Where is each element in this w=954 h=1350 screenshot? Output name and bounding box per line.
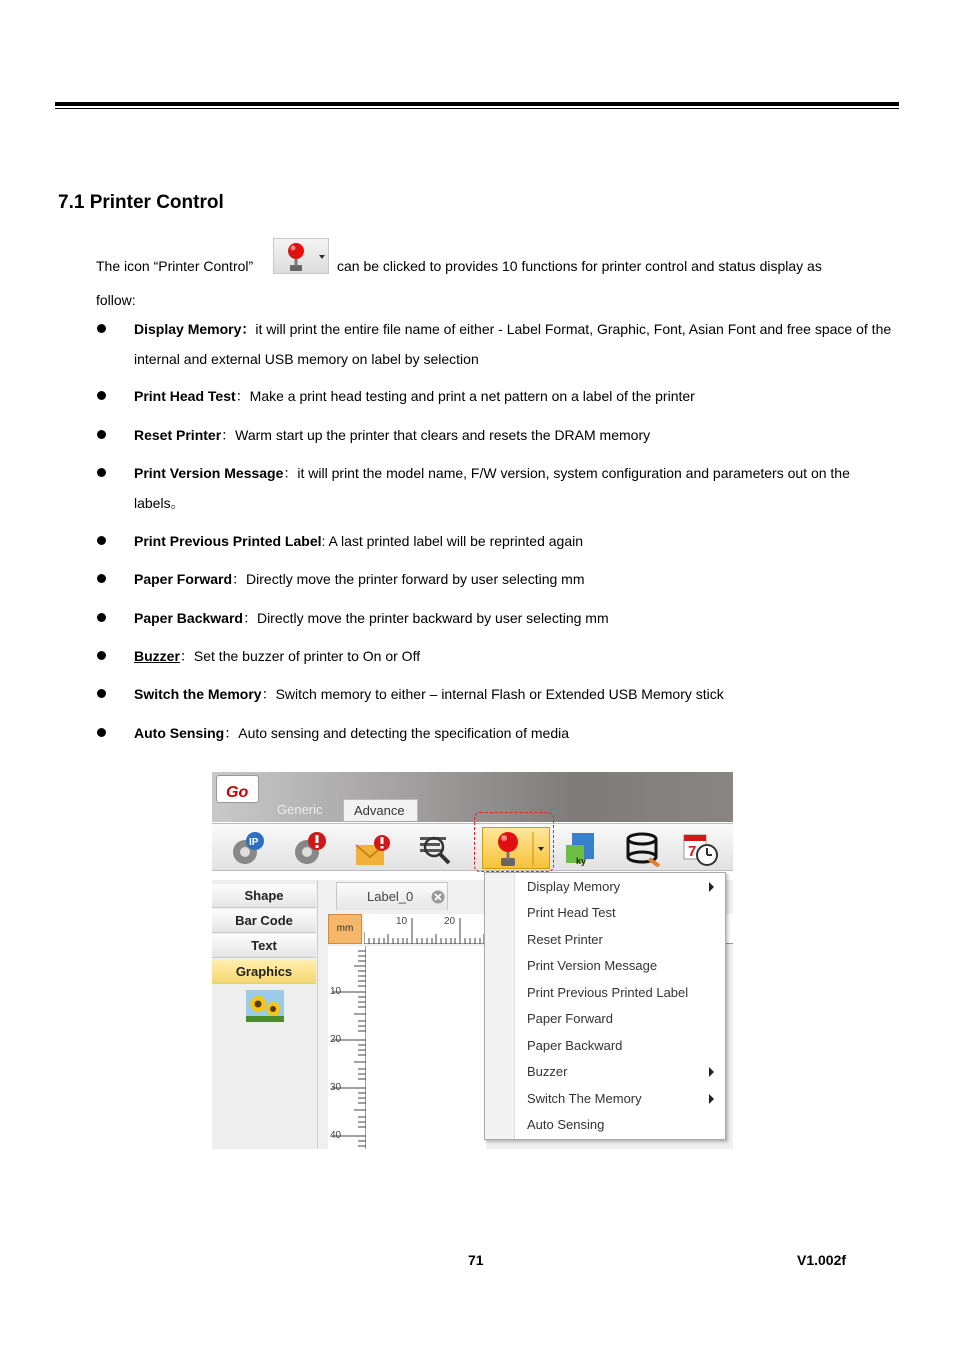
submenu-arrow-icon [709, 1094, 714, 1104]
panel-item-shape[interactable]: Shape [212, 884, 316, 908]
bullet-auto-sensing: Auto Sensing：Auto sensing and detecting the specification of media [134, 725, 570, 741]
label-tab[interactable] [336, 882, 448, 910]
menu-gutter [485, 873, 515, 1139]
bullet-dot [97, 613, 106, 622]
intro-text-before: The icon “Printer Control” [96, 258, 254, 274]
label-tab-name: Label_0 [367, 889, 414, 904]
menu-item-paper-forward[interactable]: Paper Forward [527, 1011, 613, 1026]
bullet-dot [97, 391, 106, 400]
joystick-icon [483, 828, 551, 870]
bullet-dot [97, 651, 106, 660]
bullet-print-previous-label: Print Previous Printed Label: A last printed label will be reprinted again [134, 533, 583, 549]
ruler-v-label: 40 [330, 1130, 342, 1141]
database-search-icon[interactable] [625, 831, 663, 867]
menu-item-buzzer[interactable]: Buzzer [527, 1064, 568, 1079]
menu-item-print-previous-label[interactable]: Print Previous Printed Label [527, 985, 689, 1000]
bullet-dot [97, 468, 106, 477]
svg-text:7: 7 [688, 843, 697, 860]
object-panel [212, 880, 318, 1149]
bullet-dot [97, 324, 106, 333]
app-logo-text: Go [226, 784, 249, 801]
page-number: 71 [468, 1252, 484, 1268]
panel-item-text[interactable]: Text [212, 934, 316, 958]
panel-item-bar-code[interactable]: Bar Code [212, 909, 316, 933]
printer-control-menu [484, 872, 726, 1140]
intro-text-after: can be clicked to provides 10 functions for printer control and status display as [337, 258, 822, 274]
bullet-dot [97, 430, 106, 439]
bullet-display-memory: Display Memory：it will print the entire file name of either - Label Format, Graphic, Font, Asian Font and free space of the internal and external USB memory on label by selection [134, 321, 892, 367]
ruler-v-label: 30 [330, 1082, 342, 1093]
bullet-dot [97, 728, 106, 737]
svg-text:ky: ky [576, 856, 587, 866]
menu-item-display-memory[interactable]: Display Memory [527, 879, 621, 894]
printer-control-button[interactable] [482, 827, 550, 869]
panel-item-graphics[interactable]: Graphics [212, 960, 316, 984]
close-tab-icon[interactable] [431, 890, 445, 904]
tab-advance[interactable]: Advance [343, 799, 418, 821]
bullet-print-version-message: Print Version Message：it will print the model name, F/W version, system configuration and parameters out on the labels。 [134, 465, 850, 511]
menu-item-paper-backward[interactable]: Paper Backward [527, 1038, 623, 1053]
sunflower-image-icon[interactable] [246, 990, 284, 1022]
app-title-area [212, 772, 733, 822]
intro-text-follow: follow: [96, 292, 136, 308]
submenu-arrow-icon [709, 882, 714, 892]
vertical-ruler [328, 946, 366, 1149]
ip-settings-icon[interactable] [228, 831, 266, 867]
printer-control-icon [273, 238, 329, 274]
bullet-buzzer: Buzzer：Set the buzzer of printer to On or Off [134, 648, 421, 664]
bullet-reset-printer: Reset Printer：Warm start up the printer that clears and resets the DRAM memory [134, 427, 651, 443]
advance-toolbar [212, 823, 733, 871]
ruler-h-label: 10 [396, 916, 408, 927]
menu-item-auto-sensing[interactable]: Auto Sensing [527, 1117, 605, 1132]
ruler-v-label: 20 [330, 1034, 342, 1045]
calendar-clock-icon[interactable] [682, 831, 720, 867]
svg-text:IP: IP [249, 837, 259, 848]
header-rule-thin [55, 108, 899, 109]
menu-item-print-version-message[interactable]: Print Version Message [527, 958, 658, 973]
bullet-paper-backward: Paper Backward：Directly move the printer backward by user selecting mm [134, 610, 609, 626]
header-rule-thick [55, 102, 899, 106]
label-canvas[interactable] [366, 946, 486, 1149]
bullet-paper-forward: Paper Forward：Directly move the printer forward by user selecting mm [134, 571, 585, 587]
ruler-v-ticks [328, 946, 366, 1149]
bullet-dot [97, 689, 106, 698]
menu-item-reset-printer[interactable]: Reset Printer [527, 932, 603, 947]
section-title: 7.1 Printer Control [58, 192, 224, 213]
ruler-h-label: 20 [444, 916, 456, 927]
app-logo[interactable] [216, 775, 259, 803]
keyboard-input-icon[interactable] [564, 831, 602, 867]
search-list-icon[interactable] [416, 831, 454, 867]
bullet-print-head-test: Print Head Test：Make a print head testing and print a net pattern on a label of the printer [134, 388, 695, 404]
mail-alert-icon[interactable] [354, 831, 392, 867]
unit-selector[interactable]: mm [328, 914, 362, 944]
menu-item-switch-memory[interactable]: Switch The Memory [527, 1091, 642, 1106]
bullet-switch-memory: Switch the Memory：Switch memory to either – internal Flash or Extended USB Memory stick [134, 686, 724, 702]
bullet-dot [97, 574, 106, 583]
printer-settings-alert-icon[interactable] [290, 831, 328, 867]
document-version: V1.002f [797, 1252, 847, 1268]
submenu-arrow-icon [709, 1067, 714, 1077]
bullet-dot [97, 536, 106, 545]
app-screenshot [212, 772, 733, 1149]
menu-item-print-head-test[interactable]: Print Head Test [527, 905, 616, 920]
ruler-v-label: 10 [330, 986, 342, 997]
tab-generic[interactable]: Generic [277, 802, 323, 817]
